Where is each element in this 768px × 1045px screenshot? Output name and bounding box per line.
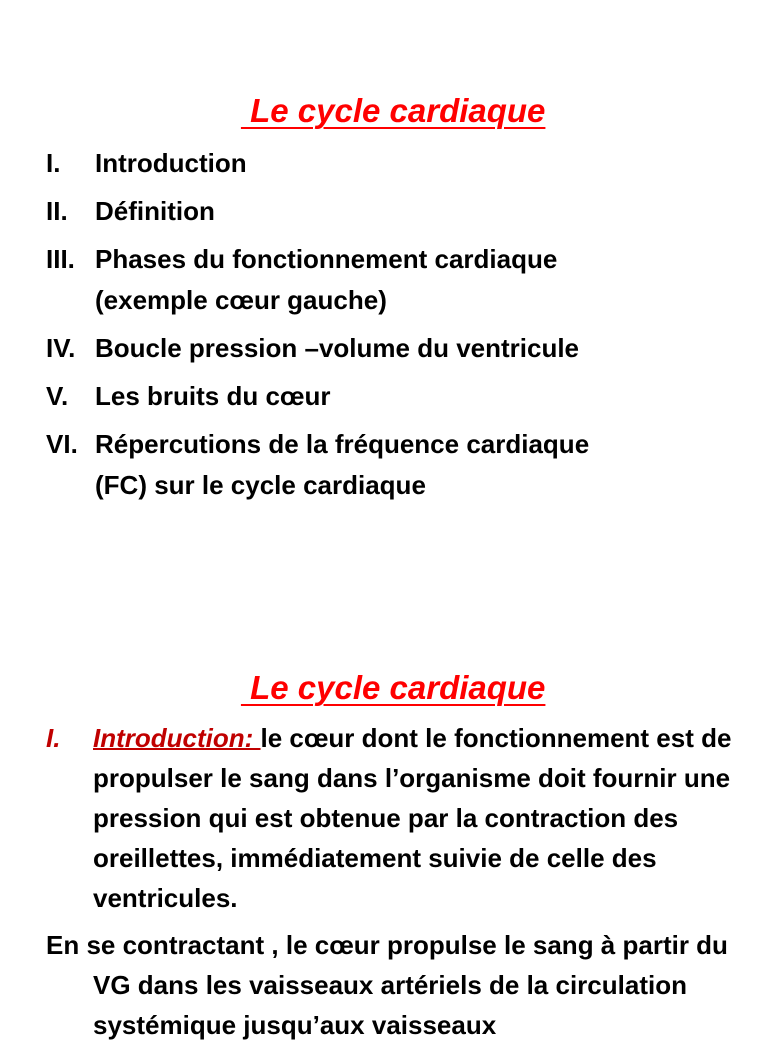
outline-item (46, 143, 746, 184)
item-line: Les bruits du cœur (95, 381, 331, 411)
body-text (46, 718, 736, 1045)
item-line: Phases du fonctionnement cardiaque (95, 244, 558, 274)
item-line: Introduction (95, 148, 247, 178)
outline-item (46, 376, 746, 417)
item-line: (exemple cœur gauche) (95, 285, 387, 315)
outline-item (46, 239, 746, 321)
item-number: VI. (46, 429, 78, 459)
outline-list (46, 143, 746, 513)
item-number: II. (46, 196, 68, 226)
body-paragraph: En se contractant , le cœur propulse le sang à partir du VG dans les vaisseaux artériels de la circulation systémique jusqu’aux vaisseaux (46, 930, 728, 1040)
paragraph-number: I. (46, 723, 61, 753)
item-line: Répercutions de la fréquence cardiaque (95, 429, 590, 459)
outline-item (46, 424, 746, 506)
item-line: Définition (95, 196, 215, 226)
section-title (0, 631, 768, 707)
item-number: III. (46, 244, 75, 274)
paragraph-label: Introduction: (93, 723, 261, 753)
title-text: Le cycle cardiaque (240, 92, 546, 129)
item-line: Boucle pression –volume du ventricule (95, 333, 580, 363)
item-line: (FC) sur le cycle cardiaque (95, 470, 426, 500)
item-number: V. (46, 381, 69, 411)
item-number: IV. (46, 333, 76, 363)
title-text: Le cycle cardiaque (240, 669, 546, 706)
outline-item (46, 191, 746, 232)
item-number: I. (46, 148, 61, 178)
outline-item (46, 328, 746, 369)
section-title (0, 54, 768, 130)
intro-paragraph (46, 718, 736, 918)
paragraph-text: le cœur dont le fonctionnement est de propulser le sang dans l’organisme doit fournir une pression qui est obtenue par la contraction des oreillettes, immédiatement suivie de celle des ventricules. (93, 723, 732, 913)
